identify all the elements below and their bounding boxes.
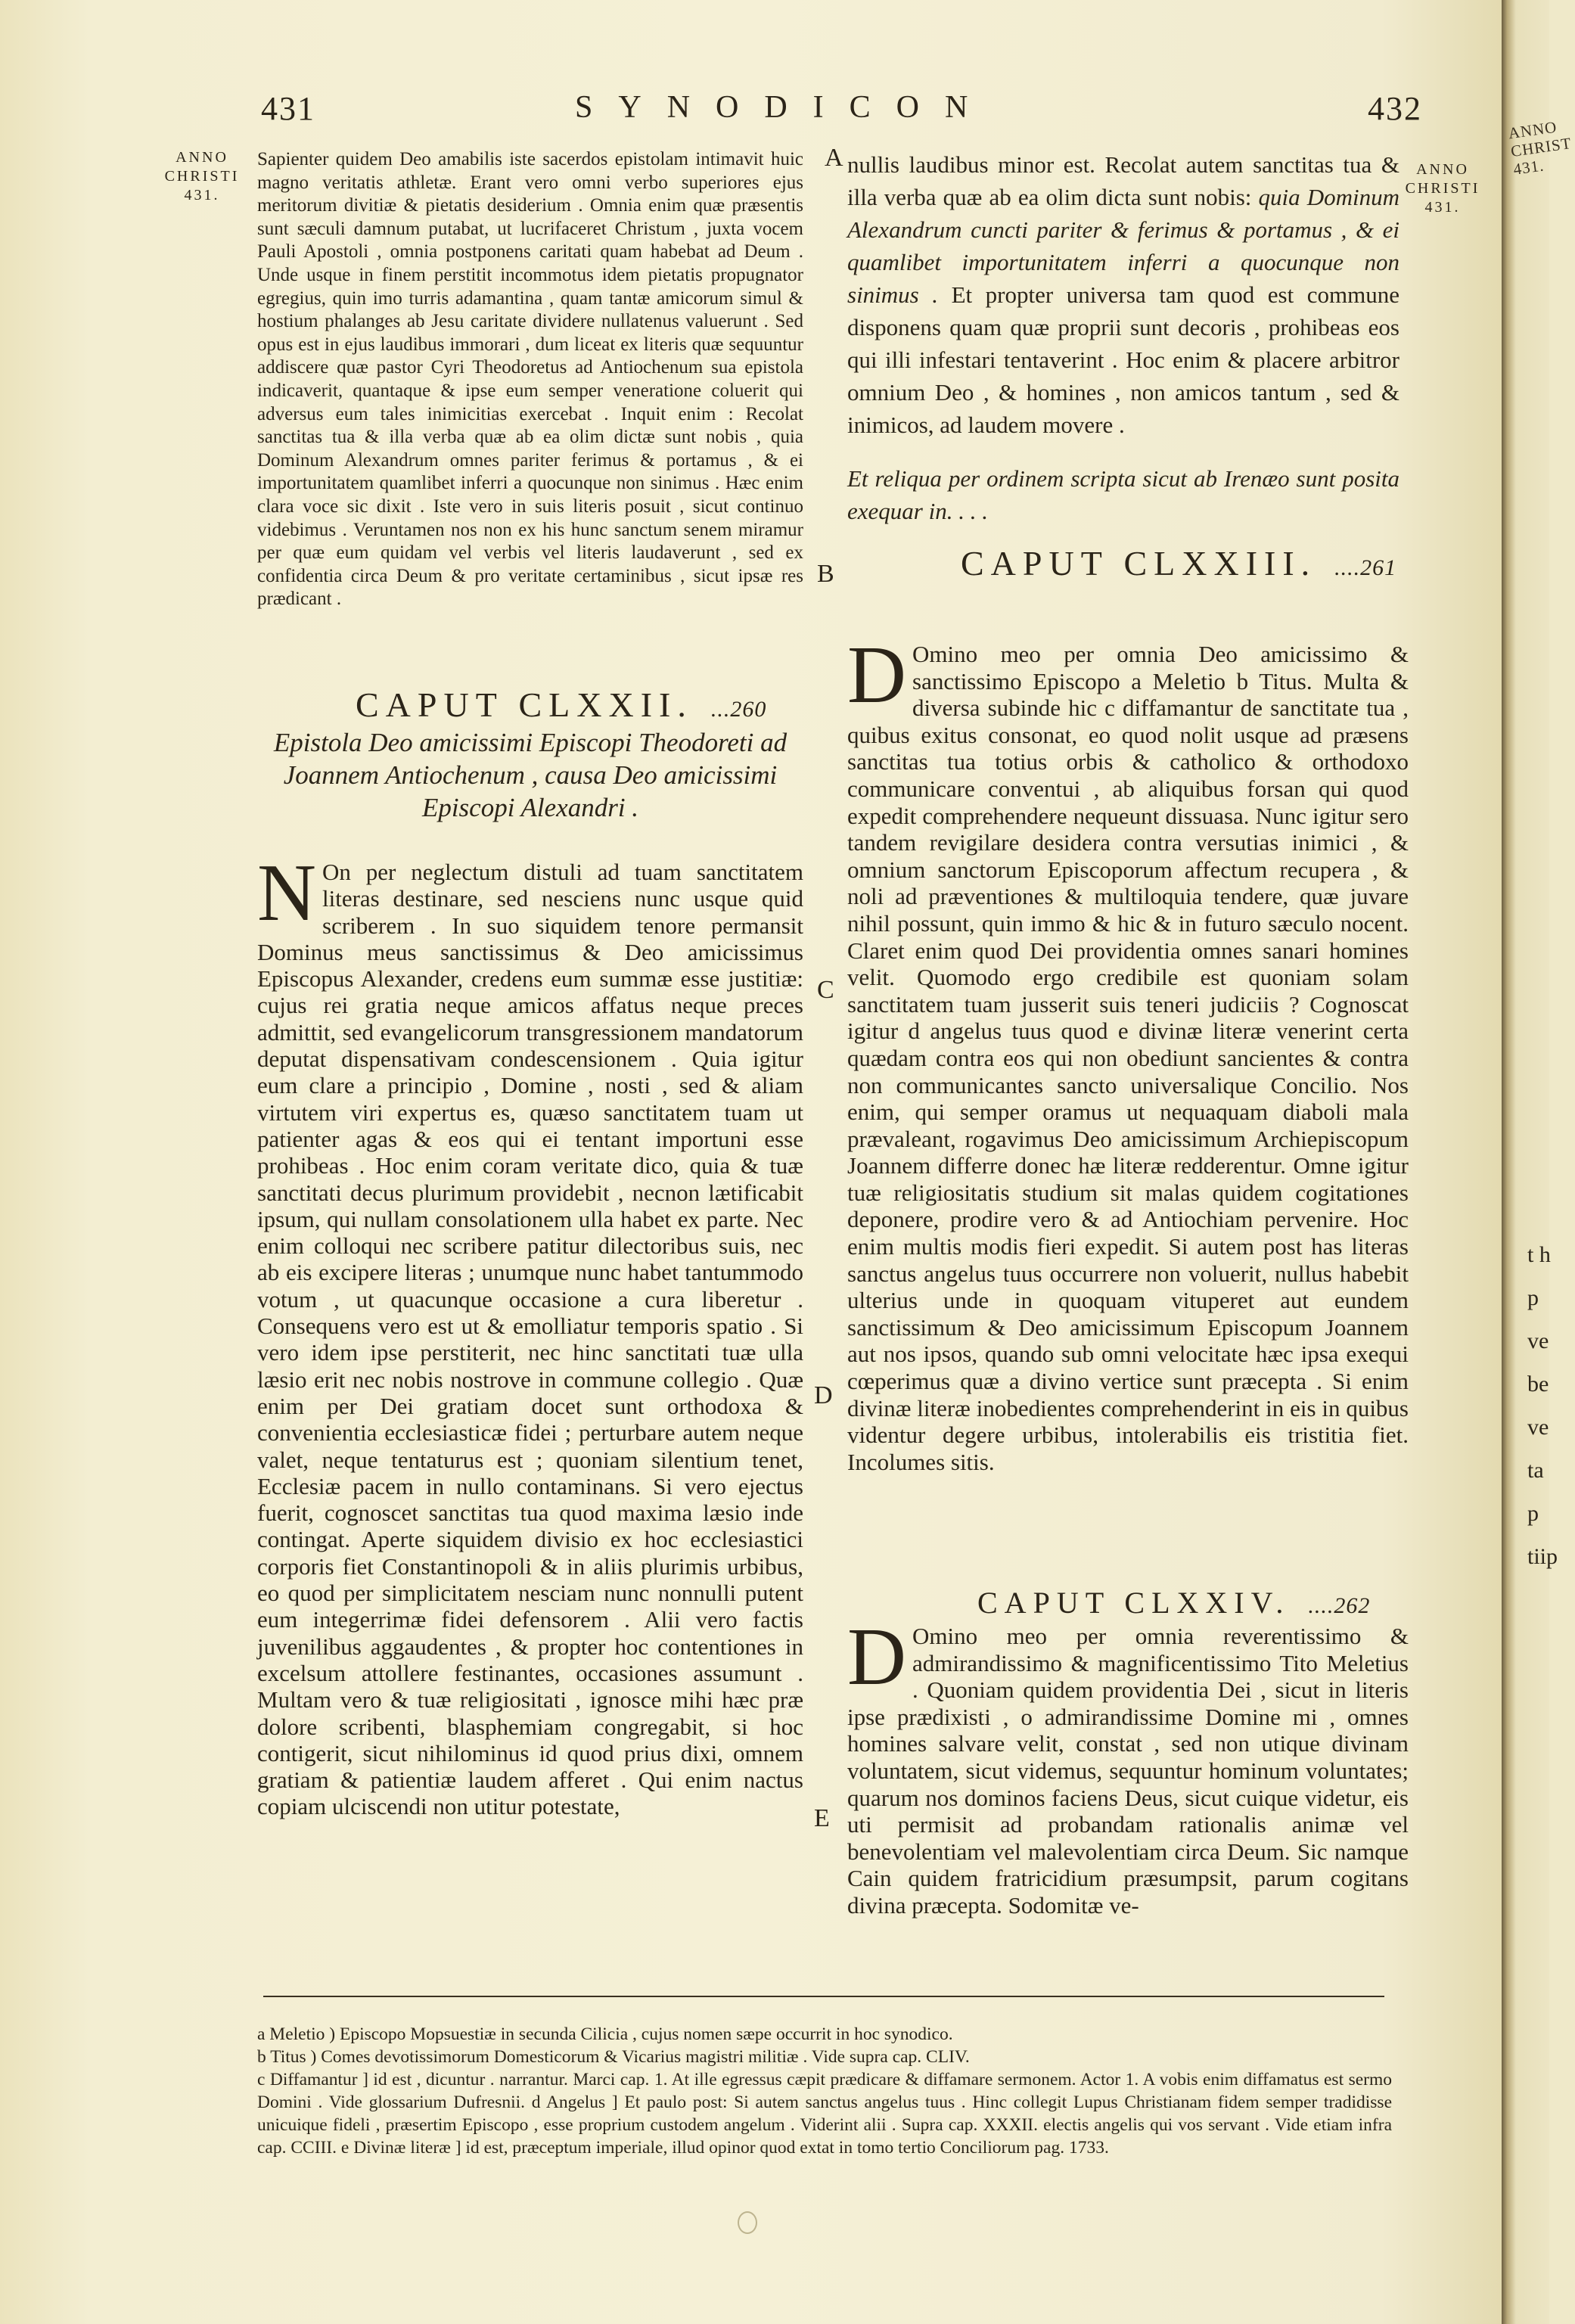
caput-172-dropcap: N — [257, 848, 316, 938]
right-top-paragraph — [847, 148, 1399, 527]
footnote-a: a Meletio ) Episcopo Mopsuestiæ in secunda Cilicia , cujus nomen sæpe occurrit in hoc synodico. — [257, 2024, 953, 2044]
next-page-margin-year: ANNO CHRIST 431. — [1507, 117, 1573, 179]
section-marker-e: E — [814, 1804, 830, 1832]
margin-year-right: ANNO CHRISTI 431. — [1405, 161, 1480, 216]
left-intro-paragraph — [257, 148, 803, 611]
page-blemish — [738, 2211, 757, 2234]
caput-172-label: CAPUT CLXXII. — [356, 685, 693, 724]
caput-174-dropcap: D — [847, 1612, 906, 1702]
right-top-body — [847, 148, 1399, 441]
page-number-left: 431 — [261, 90, 315, 127]
caput-174-ref: ....262 — [1308, 1593, 1371, 1618]
next-page-fragments: t h p ve be ve ta p tiip — [1527, 1242, 1558, 1569]
caput-173-label: CAPUT CLXXIII. — [961, 544, 1317, 583]
margin-year-left: ANNO CHRISTI 431. — [164, 149, 240, 204]
caput-172-body — [257, 848, 803, 1820]
caput-174-text: Omino meo per omnia reverentissimo & admirandissimo & magnificentissimo Tito Meletius . Quoniam quidem providentia Dei , sicut in literis ipse prædixisti , o admirandissime Domine mi , omnes homines salvare velit, constat , sed non utique divinam voluntatem, sicut videmus, sequuntur hominum voluntates; quarum nos dominos faciens Deus, sicut cuique videtur, eis uti permisit ad probandam rationalis animæ vel benevolentiam vel malevolentiam circa Deum. Sic namque Cain quidem fratricidium præsumpsit, parum cogitans divina præcepta. Sodomitæ ve- — [847, 1623, 1409, 1919]
intro-text: Sapienter quidem Deo amabilis iste sacerdos epistolam intimavit huic magno veritatis athletæ. Erant vero omni verbo superiores ejus meritorum divitiæ & pietatis desiderium . Omnia enim quæ præsentis sunt sæculi damnum putabat, ut lucrifaceret Christum , juxta vocem Pauli Apostoli , omnia postponens caritati quam habebat ad Deum . Unde usque in finem perstitit incommotus idem pietatis propugnator egregius, quin imo turris adamantina , quam tantæ amicorum simul & hostium phalanges ab Jesu caritate dividere nullatenus valuerunt . Sed opus est in ejus laudibus immorari , dum liceat ex literis quæ sequuntur addiscere quæ pastor Cyri Theodoretus ad Antiochenum sua epistola indicaverit, quantaque & ipse eum semper veneratione coluerit qui adversus eum tales inimicitias exercebat . Inquit enim : Recolat sanctitas tua & illa verba quæ ab ea olim dictæ sunt nobis , quia Dominum Alexandrum omnes pariter ferimus & portamus , & ei importunitatem quamlibet inferri a quocunque non sinimus . Hæc enim clara voce sic dixit . Iste vero in suis literis posuit , sicut continuo videbimus . Veruntamen nos non ex his hunc sanctum senem miramur per quæ eum quidam vel verbis vel literis laudaverunt , sed ex confidentia circa Deum & pro veritate certaminibus , sicut ipsæ res prædicant . — [257, 149, 803, 610]
right-top-text-2: Et propter universa tam quod est commune disponens quam quæ proprii sunt decoris , prohibeas eos qui illi infestari tentaverint . Hoc enim & placere arbitror omnium Deo , & homines , non amicos tantum , sed & inimicos, ad laudem movere . — [847, 281, 1399, 438]
page-number-right: 432 — [1368, 90, 1422, 127]
footnote-c: c Diffamantur ] id est , dicuntur . narrantur. Marci cap. 1. At ille egressus cæpit prædicare & diffamare sermonem. Actor 1. A vobis enim diffamatus est sermo Domini . Vide glossarium Dufresnii. d Angelus ] Et paulo post: Si autem sanctus angelus tuus . Hinc collegit Lupus Christianam fidem semper tradidisse unicuique fideli , præsertim Episcopo , esse proprium custodem angelum . Viderint alii . Supra cap. XXXII. electis angelis qui vos servant . Vide etiam infra cap. CCIII. e Divinæ literæ ] id est, præceptum imperiale, illud opinor quod extat in tomo tertio Conciliorum pag. 1733. — [257, 2070, 1392, 2158]
caput-172-text: On per neglectum distuli ad tuam sanctitatem literas destinare, sed nesciens nunc usque quid scriberem . In suo siquidem tenore permansit Dominus meus sanctissimus & Deo amicissimus Episcopus Alexander, credens eum summæ esse justitiæ: cujus rei gratia neque amicos affatus neque preces admittit, sed evangelicorum transgressionem mandatorum deputat dispensativam condescensionem . Quia igitur eum clare a principio , Domine , nosti , sed & aliam virtutem viri expertus es, quæso sanctitatem tuam ut patienter agas & eos qui ei tentant importuni esse prohibeas . Hoc enim coram veritate dico, quia & tuæ sanctitati decus plurimum providebit , necnon lætificabit ipsum, qui nullam consolationem ulla habet ex parte. Nec enim colloqui nec scribere patitur dilectoribus suis, nec ab eis excipere literas ; unumque nunc habet tantummodo votum , ut quacunque occasione a cura liberetur . Consequens vero est ut & emolliatur temporis spatio . Si vero idem ipse perstiterit, nec hinc sanctitati tuæ ulla læsio erit nec nobis nostrove in commune collegio . Quæ enim per Dei gratiam docet sunt orthodoxa & convenientia ecclesiasticæ fidei ; perturbare autem neque valet, neque tentaturus est ; quoniam silentium tenet, Ecclesiæ pacem in nullo contaminans. Si vero ejectus fuerit, cognoscet sanctitas tua quod maxima læsio inde contingat. Aperte siquidem divisio ex hoc ecclesiastici corporis fiet Constantinopoli & in aliis plurimis urbibus, eo quod per simplicitatem nesciam nunc nonnulli putent eum integerrimæ fidei defensorem . Alii vero factis juvenilibus aggaudentes , & propter hoc contentiones in excelsum attollere festinantes, occasiones assumunt . Multam vero & tuæ religiositati , ignosce mihi hæc præ dolore scribenti, blasphemiam congregabit, si hoc contigerit, sicut nihilominus id quod prius dixi, omnem gratiam & patientiæ laudem afferet . Qui enim nactus copiam ulciscendi non utitur potestate, — [257, 859, 803, 1820]
caput-174-body — [847, 1612, 1409, 1919]
footnote-b: b Titus ) Comes devotissimorum Domesticorum & Vicarius magistri militiæ . Vide supra cap. CLIV. — [257, 2047, 970, 2067]
footnotes — [257, 2023, 1392, 2159]
caput-173-text: Omino meo per omnia Deo amicissimo & sanctissimo Episcopo a Meletio b Titus. Multa & diversa subinde hic c diffamantur de sanctitate tua , quibus exitus consonat, eo quod nolit usque ad præsens sanctitas tua totius orbis & catholico & orthodoxo communicare conventui , ab aliquibus forsan qui quod expedit comprehendere nequeunt dissuasa. Nunc igitur sero tandem revigilare desidera contra versutias inimici , & omnium sanctorum Episcoporum affectum recupera , & noli ad præventiones & multiloquia tendere, quæ juvare nihil possunt, quin immo & hic & in futuro sæculo nocent. Claret enim quod Dei providentia omnes sanari homines velit. Quomodo ergo credibile est quoniam solam sanctitatem tuam jusserit suis teneri judiciis ? Cognoscat igitur d angelus tuus quod e divinæ literæ venerint certa quædam contra eos qui non obediunt sancientes & contra non communicantes sancto universalique Concilio. Nos enim, qui semper oramus ut nequaquam diaboli mala prævaleant, rogavimus Deo amicissimum Archiepiscopum Joannem differre donec hæ literæ redderentur. Omne igitur tuæ religiositatis studium sit malas quidem cogitationes deponere, prodire vero & ad Antiochiam pervenire. Hoc enim multis modis fieri expedit. Si autem post has literas sanctus angelus tuus occurrere non voluerit, nullus habebit ulterius unde in quoquam vituperet aut eundem sanctissimum & Deo amicissimum Episcopum Joannem aut nos ipsos, quando sub omni velocitate hæc ipsa exequi cœperimus quæ a divino vertice sunt præcepta . Si enim divinæ literæ inobedientes comprehenderint in eis in quibus videntur degere urbibus, intolerabilis eis tristitia fiet. Incolumes sitis. — [847, 641, 1409, 1475]
right-top-text: nullis laudibus minor est. Recolat autem sanctitas tua & illa verba quæ ab ea olim dicta sunt nobis: — [847, 151, 1399, 210]
caput-173-ref: ....261 — [1334, 555, 1397, 580]
section-marker-d: D — [814, 1381, 833, 1409]
right-top-closing: Et reliqua per ordinem scripta sicut ab Irenæo sunt posita exequar in. . . . — [847, 465, 1399, 524]
section-marker-b: B — [817, 560, 834, 588]
caput-173-heading — [961, 543, 1396, 583]
section-marker-c: C — [817, 976, 834, 1004]
footnote-divider — [263, 1996, 1384, 1997]
caput-173-body — [847, 630, 1409, 1475]
running-title: SYNODICON — [575, 90, 994, 125]
caput-174-label: CAPUT CLXXIV. — [977, 1586, 1291, 1620]
right-top-quote: quia Dominum Alexandrum cuncti pariter & ferimus & portamus , & ei quamlibet importunitatem inferri a quocunque non sinimus . — [847, 184, 1400, 308]
adjacent-page-edge — [1502, 0, 1573, 2324]
caput-174-heading — [977, 1585, 1370, 1620]
section-marker-a: A — [825, 144, 843, 172]
caput-172-subtitle: Epistola Deo amicissimi Episcopi Theodoreti ad Joannem Antiochenum , causa Deo amicissimi Episcopi Alexandri . — [273, 728, 788, 822]
caput-172-heading — [356, 685, 766, 725]
caput-173-dropcap: D — [847, 630, 906, 720]
caput-172-ref: ...260 — [710, 697, 767, 722]
